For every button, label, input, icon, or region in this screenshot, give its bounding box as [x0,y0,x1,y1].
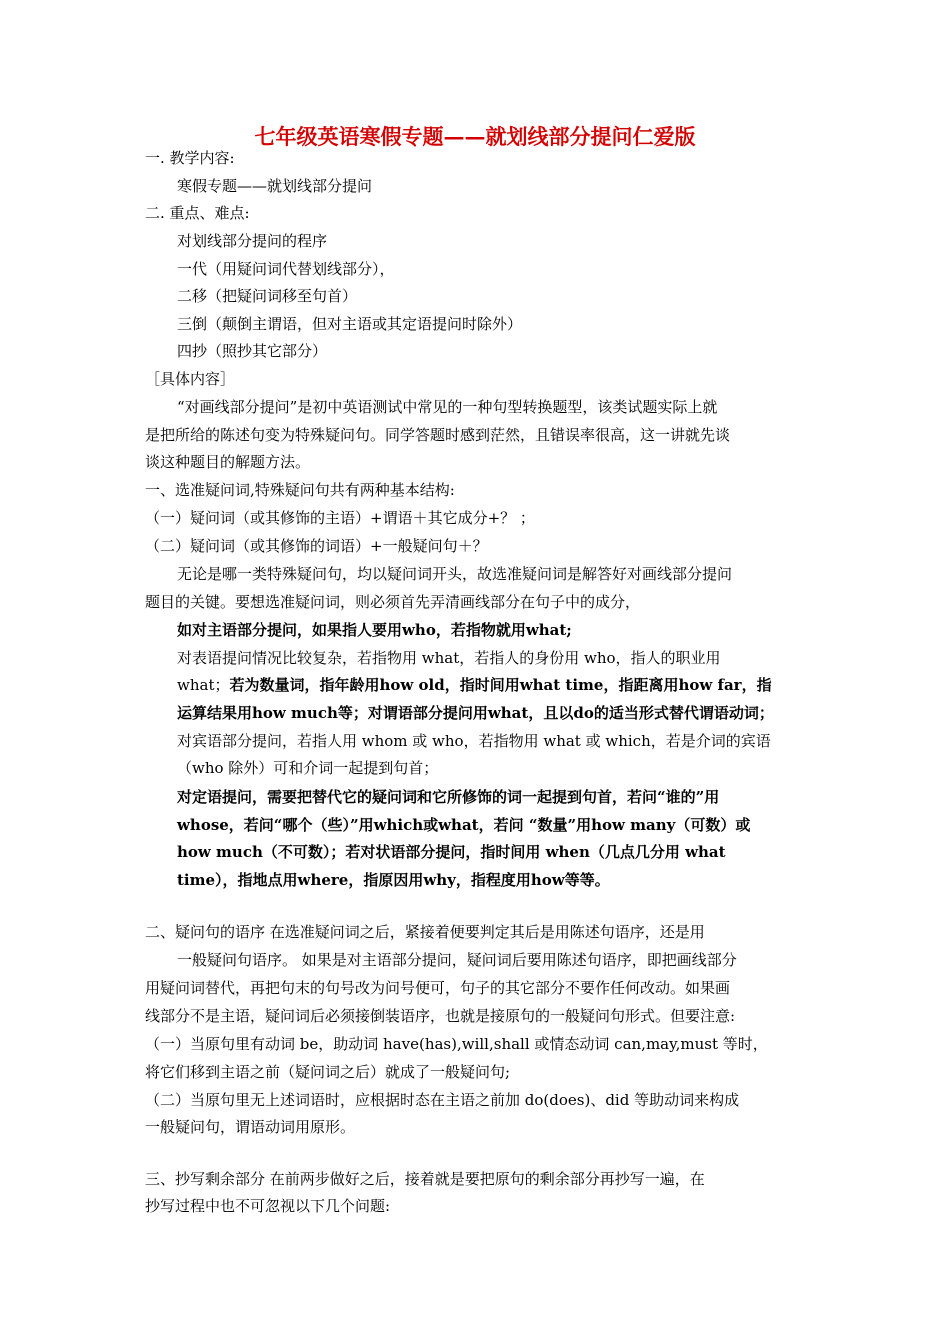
section-1-heading: 一. 教学内容: [145,149,235,167]
note-2-cont: 一般疑问句，谓语动词用原形。 [145,1118,356,1136]
note-1-cont: 将它们移到主语之前（疑问词之后）就成了一般疑问句; [145,1063,511,1081]
note-1: （一）当原句里有动词 be，助动词 have(has),will,shall 或情态动词 can,may,must 等时， [145,1035,768,1053]
section-2-heading: 二. 重点、难点: [145,204,250,222]
bold-rule-line: whose，若问“哪个（些）”用which或what，若问 “数量”用how many（可数）或 [177,816,751,834]
bold-rule-line: how much（不可数）；若对状语部分提问，指时间用 when（几点几分用 what [177,843,726,861]
paragraph-line: 对表语提问情况比较复杂，若指物用 what，若指人的身份用 who，指人的职业用 [177,649,721,667]
paragraph-line: “对画线部分提问”是初中英语测试中常见的一种句型转换题型，该类试题实际上就 [177,398,718,416]
paragraph-line: 用疑问词替代，再把句末的句号改为问号便可，句子的其它部分不要作任何改动。如果画 [145,979,731,997]
detail-heading: ［具体内容］ [145,370,236,388]
paragraph-line: 一般疑问句语序。 如果是对主语部分提问，疑问词后要用陈述句语序，即把画线部分 [177,951,737,969]
bold-rule-line: 如对主语部分提问，如果指人要用who，若指物就用what; [177,621,572,639]
section-1-content: 寒假专题——就划线部分提问 [177,177,373,195]
bold-rule-line: 运算结果用how much等；对谓语部分提问用what，且以do的适当形式替代谓语动词； [177,704,774,722]
paragraph-line: （who 除外）可和介词一起提到句首； [177,759,439,777]
paragraph-line: 对宾语部分提问，若指人用 whom 或 who，若指物用 what 或 which，若是介词的宾语 [177,732,771,750]
structure-1: （一）疑问词（或其修饰的主语）+谓语＋其它成分+？ ； [145,509,535,527]
part-1-heading: 一、选准疑问词,特殊疑问句共有两种基本结构: [145,481,455,499]
paragraph-line: 是把所给的陈述句变为特殊疑问句。同学答题时感到茫然，且错误率很高，这一讲就先谈 [145,426,731,444]
plain-text-segment: what； [177,676,230,694]
procedure-step-1: 一代（用疑问词代替划线部分）， [177,260,395,278]
paragraph-line: 无论是哪一类特殊疑问句，均以疑问词开头，故选准疑问词是解答好对画线部分提问 [177,565,733,583]
procedure-step-3: 三倒（颠倒主谓语，但对主语或其定语提问时除外） [177,315,523,333]
procedure-step-2: 二移（把疑问词移至句首） [177,287,358,305]
bold-rule-line: 对定语提问，需要把替代它的疑问词和它所修饰的词一起提到句首，若问“谁的”用 [177,788,720,806]
note-2: （二）当原句里无上述词语时，应根据时态在主语之前加 do(does)、did 等助动词来构成 [145,1091,740,1109]
bold-text-segment: 若为数量词，指年龄用how old，指时间用what time，指距离用how far，指 [229,676,772,694]
paragraph-line: 题目的关键。要想选准疑问词，则必须首先弄清画线部分在句子中的成分， [145,593,641,611]
document-title: 七年级英语寒假专题——就划线部分提问仁爱版 [254,124,696,149]
paragraph-line: 线部分不是主语，疑问词后必须接倒装语序，也就是接原句的一般疑问句形式。但要注意: [145,1007,736,1025]
paragraph-line-mixed [177,674,772,696]
procedure-intro: 对划线部分提问的程序 [177,232,328,250]
procedure-step-4: 四抄（照抄其它部分） [177,342,328,360]
part-2-heading: 二、疑问句的语序 在选准疑问词之后，紧接着便要判定其后是用陈述句语序，还是用 [145,923,705,941]
structure-2: （二）疑问词（或其修饰的词语）+一般疑问句＋？ [145,537,488,555]
paragraph-line: 抄写过程中也不可忽视以下几个问题: [145,1197,391,1215]
part-3-heading: 三、抄写剩余部分 在前两步做好之后，接着就是要把原句的剩余部分再抄写一遍，在 [145,1170,705,1188]
bold-rule-line: time），指地点用where，指原因用why，指程度用how等等。 [177,871,610,889]
paragraph-line: 谈这种题目的解题方法。 [145,453,311,471]
